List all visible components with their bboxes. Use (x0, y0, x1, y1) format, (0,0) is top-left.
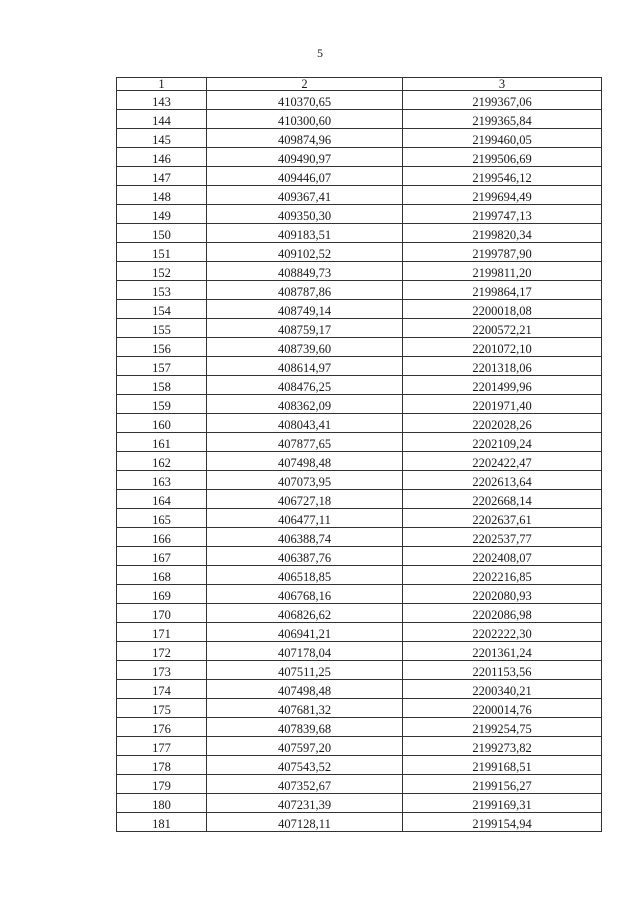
point-number-cell: 163 (117, 471, 207, 490)
x-coordinate-cell: 406941,21 (207, 623, 403, 642)
x-coordinate-cell: 407352,67 (207, 775, 403, 794)
x-coordinate-cell: 407231,39 (207, 794, 403, 813)
point-number-cell: 149 (117, 205, 207, 224)
x-coordinate-cell: 407877,65 (207, 433, 403, 452)
point-number-cell: 144 (117, 110, 207, 129)
point-number-cell: 174 (117, 680, 207, 699)
x-coordinate-cell: 409367,41 (207, 186, 403, 205)
column-header-1: 1 (117, 78, 207, 91)
table-row (117, 243, 602, 262)
y-coordinate-cell: 2199367,06 (403, 91, 602, 110)
table-row (117, 110, 602, 129)
table-row (117, 490, 602, 509)
x-coordinate-cell: 407498,48 (207, 680, 403, 699)
x-coordinate-cell: 407681,32 (207, 699, 403, 718)
y-coordinate-cell: 2202408,07 (403, 547, 602, 566)
table-row (117, 376, 602, 395)
point-number-cell: 143 (117, 91, 207, 110)
y-coordinate-cell: 2202086,98 (403, 604, 602, 623)
point-number-cell: 181 (117, 813, 207, 832)
y-coordinate-cell: 2201361,24 (403, 642, 602, 661)
point-number-cell: 173 (117, 661, 207, 680)
table-row (117, 319, 602, 338)
coordinates-table (116, 77, 602, 832)
x-coordinate-cell: 406826,62 (207, 604, 403, 623)
table-row (117, 699, 602, 718)
table-row (117, 129, 602, 148)
x-coordinate-cell: 406768,16 (207, 585, 403, 604)
table-row (117, 718, 602, 737)
x-coordinate-cell: 406518,85 (207, 566, 403, 585)
y-coordinate-cell: 2199864,17 (403, 281, 602, 300)
table-row (117, 148, 602, 167)
point-number-cell: 152 (117, 262, 207, 281)
y-coordinate-cell: 2202637,61 (403, 509, 602, 528)
y-coordinate-cell: 2202028,26 (403, 414, 602, 433)
point-number-cell: 168 (117, 566, 207, 585)
y-coordinate-cell: 2199168,51 (403, 756, 602, 775)
point-number-cell: 157 (117, 357, 207, 376)
y-coordinate-cell: 2202537,77 (403, 528, 602, 547)
table-row (117, 338, 602, 357)
point-number-cell: 155 (117, 319, 207, 338)
x-coordinate-cell: 406388,74 (207, 528, 403, 547)
table-row (117, 414, 602, 433)
point-number-cell: 154 (117, 300, 207, 319)
table-row (117, 813, 602, 832)
y-coordinate-cell: 2200572,21 (403, 319, 602, 338)
y-coordinate-cell: 2202222,30 (403, 623, 602, 642)
table-row (117, 566, 602, 585)
table-row (117, 91, 602, 110)
point-number-cell: 178 (117, 756, 207, 775)
table-row (117, 623, 602, 642)
y-coordinate-cell: 2201971,40 (403, 395, 602, 414)
table-row (117, 205, 602, 224)
y-coordinate-cell: 2199694,49 (403, 186, 602, 205)
point-number-cell: 151 (117, 243, 207, 262)
table-row (117, 642, 602, 661)
table-row (117, 433, 602, 452)
table-header-row (117, 78, 602, 91)
y-coordinate-cell: 2202216,85 (403, 566, 602, 585)
point-number-cell: 162 (117, 452, 207, 471)
point-number-cell: 146 (117, 148, 207, 167)
table-row (117, 452, 602, 471)
table-row (117, 262, 602, 281)
y-coordinate-cell: 2202109,24 (403, 433, 602, 452)
y-coordinate-cell: 2199747,13 (403, 205, 602, 224)
point-number-cell: 156 (117, 338, 207, 357)
table-row (117, 300, 602, 319)
table-row (117, 547, 602, 566)
y-coordinate-cell: 2199365,84 (403, 110, 602, 129)
y-coordinate-cell: 2199546,12 (403, 167, 602, 186)
y-coordinate-cell: 2201153,56 (403, 661, 602, 680)
point-number-cell: 160 (117, 414, 207, 433)
point-number-cell: 145 (117, 129, 207, 148)
y-coordinate-cell: 2199169,31 (403, 794, 602, 813)
point-number-cell: 159 (117, 395, 207, 414)
table-row (117, 737, 602, 756)
point-number-cell: 177 (117, 737, 207, 756)
x-coordinate-cell: 407178,04 (207, 642, 403, 661)
point-number-cell: 176 (117, 718, 207, 737)
x-coordinate-cell: 407511,25 (207, 661, 403, 680)
x-coordinate-cell: 408043,41 (207, 414, 403, 433)
y-coordinate-cell: 2202668,14 (403, 490, 602, 509)
y-coordinate-cell: 2201072,10 (403, 338, 602, 357)
x-coordinate-cell: 409446,07 (207, 167, 403, 186)
y-coordinate-cell: 2201499,96 (403, 376, 602, 395)
y-coordinate-cell: 2199273,82 (403, 737, 602, 756)
x-coordinate-cell: 407498,48 (207, 452, 403, 471)
table-row (117, 775, 602, 794)
table-row (117, 395, 602, 414)
x-coordinate-cell: 407597,20 (207, 737, 403, 756)
y-coordinate-cell: 2200340,21 (403, 680, 602, 699)
x-coordinate-cell: 407073,95 (207, 471, 403, 490)
point-number-cell: 167 (117, 547, 207, 566)
x-coordinate-cell: 408476,25 (207, 376, 403, 395)
x-coordinate-cell: 409874,96 (207, 129, 403, 148)
y-coordinate-cell: 2202422,47 (403, 452, 602, 471)
column-header-3: 3 (403, 78, 602, 91)
table-row (117, 756, 602, 775)
y-coordinate-cell: 2200018,08 (403, 300, 602, 319)
table-row (117, 680, 602, 699)
point-number-cell: 166 (117, 528, 207, 547)
table-row (117, 167, 602, 186)
page-number: 5 (317, 46, 323, 60)
point-number-cell: 175 (117, 699, 207, 718)
table-row (117, 604, 602, 623)
y-coordinate-cell: 2199787,90 (403, 243, 602, 262)
table-row (117, 661, 602, 680)
table-row (117, 528, 602, 547)
table-row (117, 357, 602, 376)
y-coordinate-cell: 2202080,93 (403, 585, 602, 604)
x-coordinate-cell: 408749,14 (207, 300, 403, 319)
point-number-cell: 165 (117, 509, 207, 528)
x-coordinate-cell: 409183,51 (207, 224, 403, 243)
point-number-cell: 171 (117, 623, 207, 642)
y-coordinate-cell: 2199820,34 (403, 224, 602, 243)
x-coordinate-cell: 408849,73 (207, 262, 403, 281)
point-number-cell: 180 (117, 794, 207, 813)
x-coordinate-cell: 406727,18 (207, 490, 403, 509)
point-number-cell: 153 (117, 281, 207, 300)
x-coordinate-cell: 406477,11 (207, 509, 403, 528)
y-coordinate-cell: 2199254,75 (403, 718, 602, 737)
x-coordinate-cell: 408787,86 (207, 281, 403, 300)
table-row (117, 281, 602, 300)
x-coordinate-cell: 408759,17 (207, 319, 403, 338)
y-coordinate-cell: 2199506,69 (403, 148, 602, 167)
x-coordinate-cell: 408614,97 (207, 357, 403, 376)
x-coordinate-cell: 409350,30 (207, 205, 403, 224)
point-number-cell: 161 (117, 433, 207, 452)
table-row (117, 585, 602, 604)
x-coordinate-cell: 410370,65 (207, 91, 403, 110)
x-coordinate-cell: 408362,09 (207, 395, 403, 414)
x-coordinate-cell: 409102,52 (207, 243, 403, 262)
point-number-cell: 164 (117, 490, 207, 509)
y-coordinate-cell: 2200014,76 (403, 699, 602, 718)
table-row (117, 471, 602, 490)
table-row (117, 186, 602, 205)
y-coordinate-cell: 2199811,20 (403, 262, 602, 281)
x-coordinate-cell: 408739,60 (207, 338, 403, 357)
table-row (117, 224, 602, 243)
x-coordinate-cell: 407839,68 (207, 718, 403, 737)
point-number-cell: 172 (117, 642, 207, 661)
y-coordinate-cell: 2199460,05 (403, 129, 602, 148)
y-coordinate-cell: 2199156,27 (403, 775, 602, 794)
table-body (117, 91, 602, 832)
point-number-cell: 148 (117, 186, 207, 205)
column-header-2: 2 (207, 78, 403, 91)
x-coordinate-cell: 406387,76 (207, 547, 403, 566)
point-number-cell: 150 (117, 224, 207, 243)
table-row (117, 509, 602, 528)
x-coordinate-cell: 407543,52 (207, 756, 403, 775)
table-row (117, 794, 602, 813)
point-number-cell: 170 (117, 604, 207, 623)
point-number-cell: 169 (117, 585, 207, 604)
x-coordinate-cell: 409490,97 (207, 148, 403, 167)
x-coordinate-cell: 407128,11 (207, 813, 403, 832)
point-number-cell: 179 (117, 775, 207, 794)
point-number-cell: 147 (117, 167, 207, 186)
y-coordinate-cell: 2202613,64 (403, 471, 602, 490)
y-coordinate-cell: 2201318,06 (403, 357, 602, 376)
x-coordinate-cell: 410300,60 (207, 110, 403, 129)
y-coordinate-cell: 2199154,94 (403, 813, 602, 832)
point-number-cell: 158 (117, 376, 207, 395)
